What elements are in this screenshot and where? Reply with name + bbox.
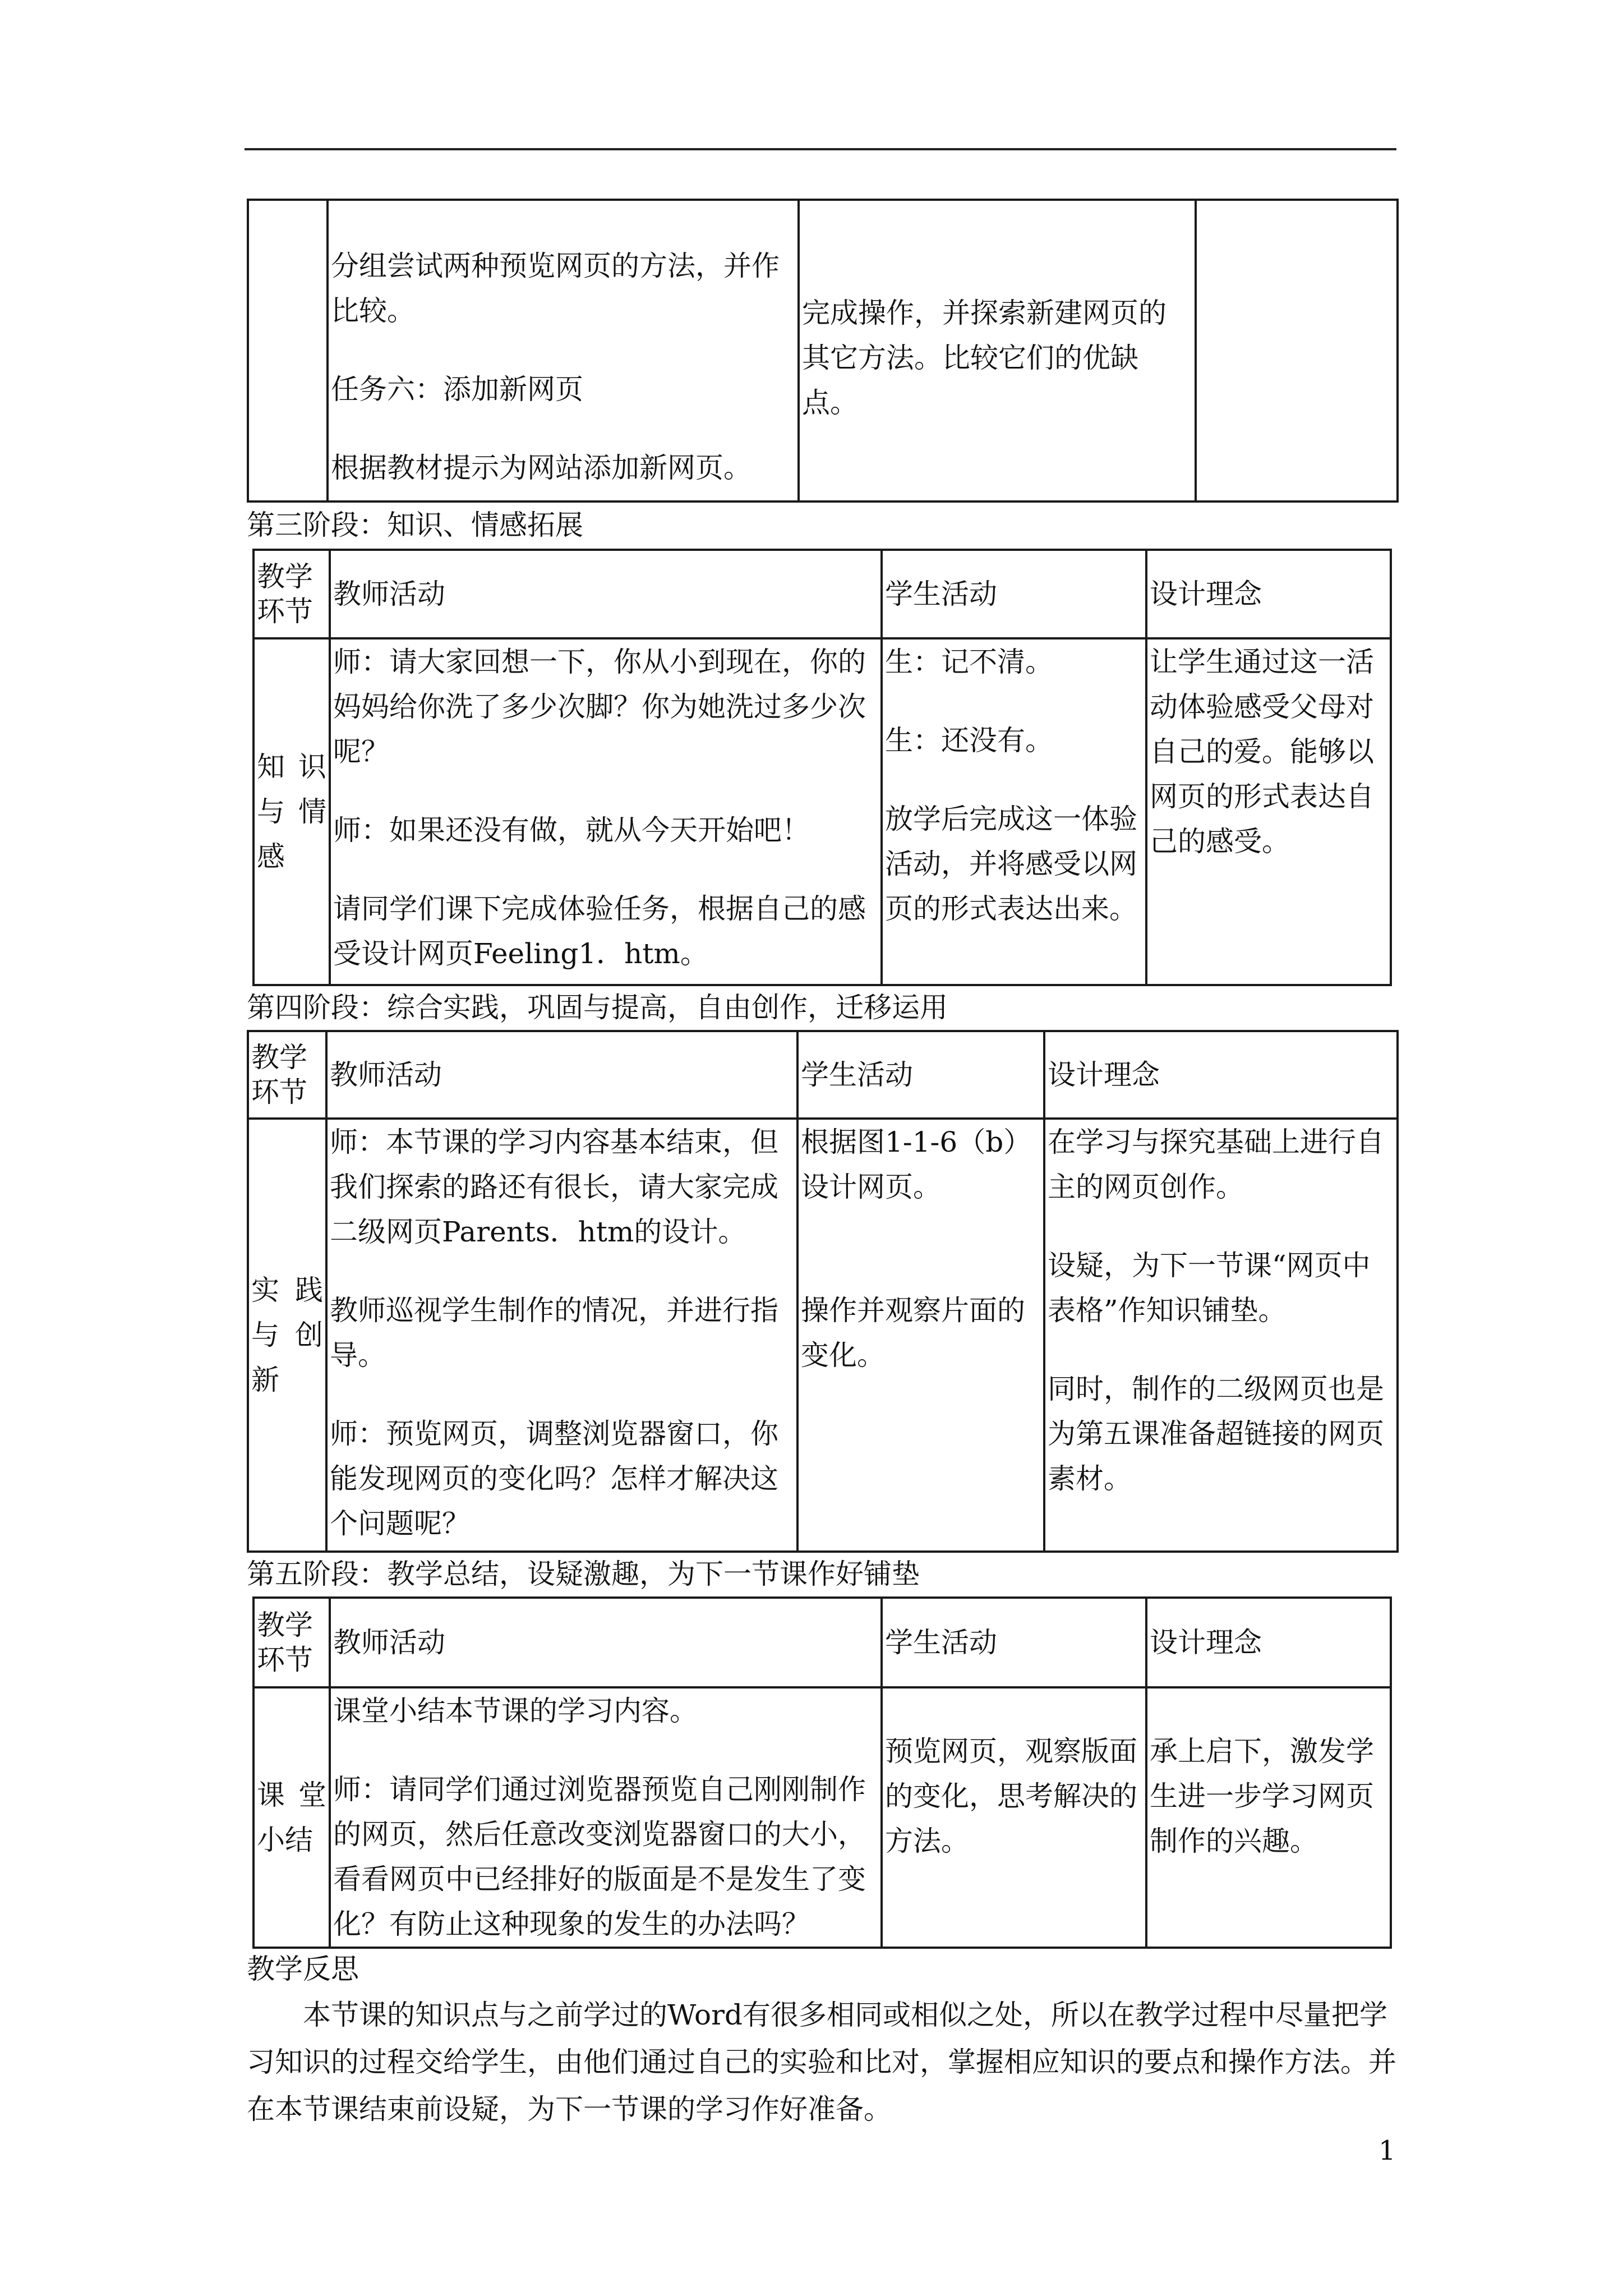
link-cell: 实践与创新 <box>248 1119 326 1552</box>
student-text: 放学后完成这一体验活动，并将感受以网页的形式表达出来。 <box>885 803 1137 925</box>
teacher-text: 任务六：添加新网页 <box>331 373 583 406</box>
page-number: 1 <box>1378 2135 1396 2166</box>
header-teacher: 教师活动 <box>330 1598 882 1687</box>
student-activity-cell <box>882 638 1146 985</box>
teacher-activity-cell <box>330 638 882 985</box>
reflection-title: 教学反思 <box>247 1953 359 1985</box>
header-teacher: 教师活动 <box>330 550 882 638</box>
student-activity-cell <box>797 1119 1044 1552</box>
student-activity-cell <box>882 1687 1146 1948</box>
student-text: 预览网页，观察版面的变化，思考解决的方法。 <box>885 1735 1137 1857</box>
teacher-text: 分组尝试两种预览网页的方法，并作比较。 <box>331 250 780 327</box>
student-activity-cell <box>799 200 1196 501</box>
teacher-text: 请同学们课下完成体验任务，根据自己的感受设计网页Feeling1．htm。 <box>333 892 866 970</box>
stage3-title: 第三阶段：知识、情感拓展 <box>247 509 583 541</box>
design-text: 设疑，为下一节课“网页中表格”作知识铺垫。 <box>1048 1249 1371 1327</box>
design-cell <box>1044 1119 1398 1552</box>
stage5-table <box>252 1596 1392 1949</box>
teacher-text: 师：如果还没有做，就从今天开始吧！ <box>333 814 810 846</box>
link-cell: 知识与情感 <box>253 638 330 985</box>
header-student: 学生活动 <box>882 550 1146 638</box>
link-cell: 课堂小结 <box>253 1687 330 1948</box>
design-cell <box>1196 200 1398 501</box>
student-text: 操作并观察片面的变化。 <box>801 1294 1025 1372</box>
continuation-table <box>247 199 1399 503</box>
student-text: 完成操作，并探索新建网页的其它方法。比较它们的优缺点。 <box>802 297 1166 419</box>
teacher-activity-cell <box>330 1687 882 1948</box>
header-design: 设计理念 <box>1146 1598 1391 1687</box>
stage4-table <box>247 1030 1399 1553</box>
header-link: 教学环节 <box>253 1598 330 1687</box>
header-link: 教学环节 <box>253 550 330 638</box>
design-text: 在学习与探究基础上进行自主的网页创作。 <box>1048 1126 1384 1203</box>
teacher-text: 教师巡视学生制作的情况，并进行指导。 <box>330 1294 778 1372</box>
header-teacher: 教师活动 <box>326 1031 797 1119</box>
stage5-title: 第五阶段：教学总结，设疑激趣，为下一节课作好铺垫 <box>247 1558 920 1590</box>
student-text: 生：记不清。 <box>885 646 1053 678</box>
header-student: 学生活动 <box>797 1031 1044 1119</box>
design-text: 让学生通过这一活动体验感受父母对自己的爱。能够以网页的形式表达自己的感受。 <box>1150 646 1374 858</box>
header-student: 学生活动 <box>882 1598 1146 1687</box>
design-text: 承上启下，激发学生进一步学习网页制作的兴趣。 <box>1150 1735 1374 1857</box>
design-cell <box>1146 638 1391 985</box>
design-cell <box>1146 1687 1391 1948</box>
teacher-text: 课堂小结本节课的学习内容。 <box>333 1695 698 1727</box>
teacher-text: 师：本节课的学习内容基本结束，但我们探索的路还有很长，请大家完成二级网页Parents．htm的设计。 <box>330 1126 778 1248</box>
header-rule <box>245 148 1396 150</box>
teacher-activity-cell <box>326 1119 797 1552</box>
link-cell <box>248 200 328 501</box>
stage3-table <box>252 549 1392 986</box>
stage4-title: 第四阶段：综合实践，巩固与提高，自由创作，迁移运用 <box>247 991 948 1024</box>
teacher-text: 师：请大家回想一下，你从小到现在，你的妈妈给你洗了多少次脚？你为她洗过多少次呢？ <box>333 646 866 768</box>
student-text: 生：还没有。 <box>885 724 1053 757</box>
teacher-text: 师：预览网页，调整浏览器窗口，你能发现网页的变化吗？怎样才解决这个问题呢？ <box>330 1418 778 1540</box>
student-text: 根据图1-1-6（b）设计网页。 <box>801 1126 1032 1203</box>
header-link: 教学环节 <box>248 1031 326 1119</box>
teacher-activity-cell <box>328 200 799 501</box>
design-text: 同时，制作的二级网页也是为第五课准备超链接的网页素材。 <box>1048 1373 1384 1495</box>
teacher-text: 根据教材提示为网站添加新网页。 <box>331 452 751 484</box>
header-design: 设计理念 <box>1044 1031 1398 1119</box>
reflection-body: 本节课的知识点与之前学过的Word有很多相同或相似之处，所以在教学过程中尽量把学习知识的过程交给学生，由他们通过自己的实验和比对，掌握相应知识的要点和操作方法。并在本节课结束前设疑，为下一节课的学习作好准备。 <box>247 1999 1396 2125</box>
teacher-text: 师：请同学们通过浏览器预览自己刚刚制作的网页，然后任意改变浏览器窗口的大小，看看网页中已经排好的版面是不是发生了变化？有防止这种现象的发生的办法吗？ <box>333 1773 866 1940</box>
header-design: 设计理念 <box>1146 550 1391 638</box>
